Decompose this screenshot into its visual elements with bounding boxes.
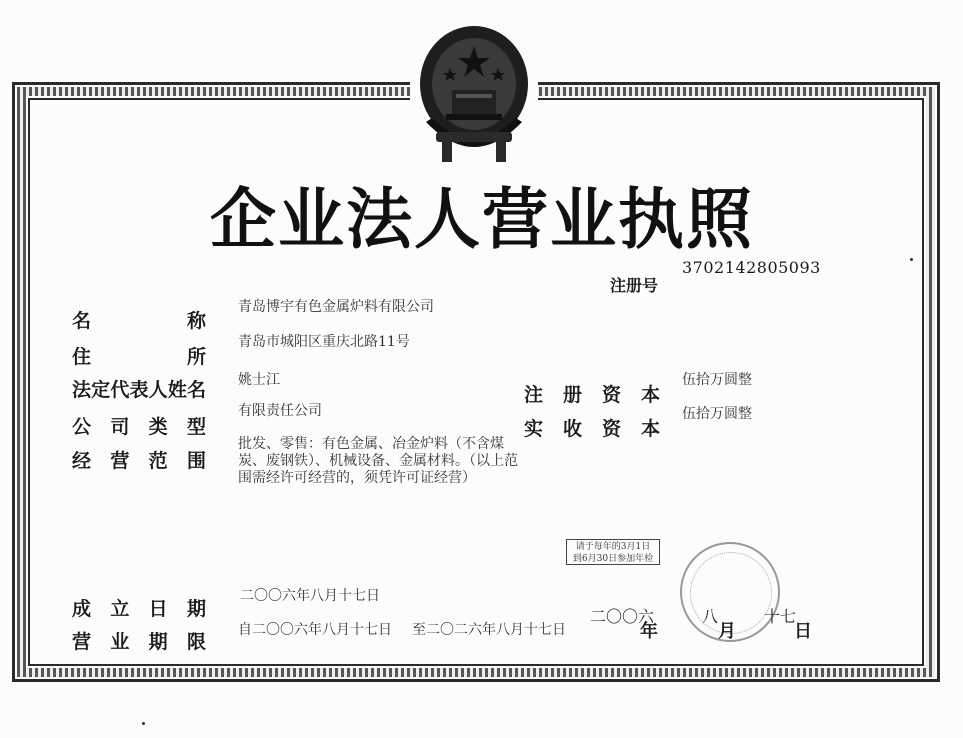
business-scope-value: 批发、零售：有色金属、冶金炉料（不含煤炭、废钢铁）、机械设备、金属材料。（以上范围需经许可经营的，须凭许可证经营）	[238, 436, 518, 486]
established-label: 成立日期	[72, 598, 206, 620]
established-value: 二〇〇六年八月十七日	[240, 588, 380, 604]
issue-year-unit: 年	[640, 621, 658, 642]
term-from: 自二〇〇六年八月十七日	[238, 622, 392, 638]
issue-day-unit: 日	[794, 621, 812, 642]
paid-capital-label: 实收资本	[524, 418, 660, 440]
issue-year: 二〇〇六	[590, 607, 655, 626]
issue-day: 十七	[764, 607, 797, 626]
notice-line-1: 请于每年的3月1日	[575, 542, 651, 552]
national-emblem-icon	[412, 22, 536, 172]
company-name-value: 青岛博宇有色金属炉料有限公司	[238, 299, 434, 315]
registration-label: 注册号	[610, 276, 659, 295]
scan-speck	[910, 258, 913, 261]
paid-capital-value: 伍拾万圆整	[682, 406, 752, 422]
registered-capital-value: 伍拾万圆整	[682, 372, 752, 388]
annual-inspection-notice	[566, 539, 660, 565]
term-label: 营业期限	[72, 631, 206, 653]
registration-number: 370214280509​3	[682, 258, 821, 277]
notice-line-2: 到6月30日参加年检	[572, 554, 654, 564]
business-scope-label: 经营范围	[72, 450, 206, 472]
issue-month-unit: 月	[718, 621, 736, 642]
address-value: 青岛市城阳区重庆北路11号	[238, 334, 410, 350]
company-type-label: 公司类型	[72, 416, 206, 438]
address-label: 住所	[72, 346, 206, 368]
issue-month: 八	[702, 607, 719, 626]
scan-speck	[142, 722, 145, 725]
name-label: 名称	[72, 310, 206, 332]
legal-rep-value: 姚士江	[238, 372, 280, 388]
registered-capital-label: 注册资本	[524, 384, 660, 406]
company-type-value: 有限责任公司	[238, 403, 322, 419]
document-title: 企业法人营业执照	[210, 181, 754, 258]
legal-rep-label: 法定代表人姓名	[72, 379, 206, 401]
term-to: 至二〇二六年八月十七日	[412, 622, 566, 638]
